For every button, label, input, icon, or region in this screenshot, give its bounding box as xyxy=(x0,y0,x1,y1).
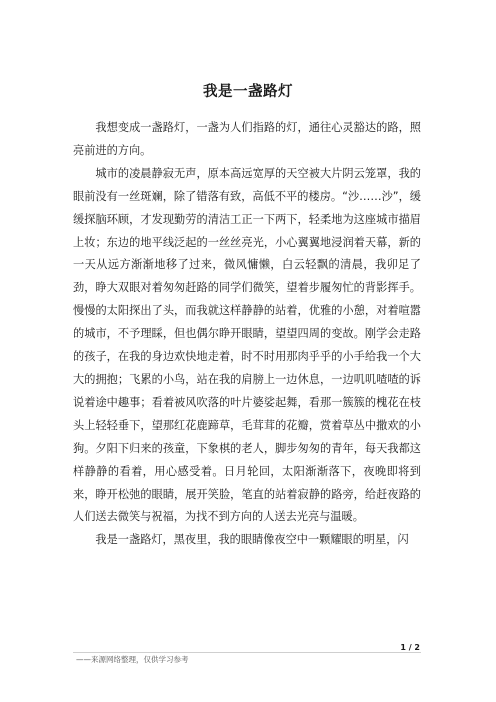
paragraph-3: 我是一盏路灯，黑夜里，我的眼睛像夜空中一颗耀眼的明星，闪 xyxy=(95,533,409,547)
document-body xyxy=(73,117,421,552)
paragraph-1: 我想变成一盏路灯，一盏为人们指路的灯，通往心灵豁达的路，照亮前进的方向。 xyxy=(73,121,421,157)
footer-source-note: ——来源网络整理，仅供学习参考 xyxy=(76,655,189,664)
footer-divider xyxy=(73,652,421,653)
page-number: 1 / 2 xyxy=(400,643,420,652)
document-title: 我是一盏路灯 xyxy=(203,84,293,100)
paragraph-2: 城市的凌晨静寂无声，原本高远宽厚的天空被大片阴云笼罩，我的眼前没有一丝斑斓，除了错落有致，高低不平的楼房。“沙……沙”，缓缓探脑环顾，才发现勤劳的清洁工正一下两下，轻柔地为这座城市描眉上妆；东边的地平线泛起的一丝丝亮光，小心翼翼地浸润着天幕，新的一天从远方渐渐地移了过来，微风慵懒，白云轻飘的清晨，我卯足了劲，睁大双眼对着匆匆赶路的同学们微笑，望着步履匆忙的背影挥手。慢慢的太阳探出了头，而我就这样静静的站着，优雅的小憩，对着喧嚣的城市，不予理睬，但也偶尔睁开眼睛，望望四周的变故。刚学会走路的孩子，在我的身边欢快地走着，时不时用那肉乎乎的小手给我一个大大的拥抱；飞累的小鸟，站在我的肩膀上一边休息，一边叽叽喳喳的诉说着途中趣事；看着被风吹落的叶片婆娑起舞，看那一簇簇的槐花在枝头上轻轻垂下，望那红花鹿蹄草，毛茸茸的花瓣，赏着草丛中撒欢的小狗。夕阳下归来的孩童，下象棋的老人，脚步匆匆的青年，每天我都这样静静的看着，用心感受着。日月轮回，太阳渐渐落下，夜晚即将到来，睁开松弛的眼睛，展开笑脸，笔直的站着寂静的路旁，给赶夜路的人们送去微笑与祝福，为找不到方向的人送去光亮与温暖。 xyxy=(73,166,421,524)
